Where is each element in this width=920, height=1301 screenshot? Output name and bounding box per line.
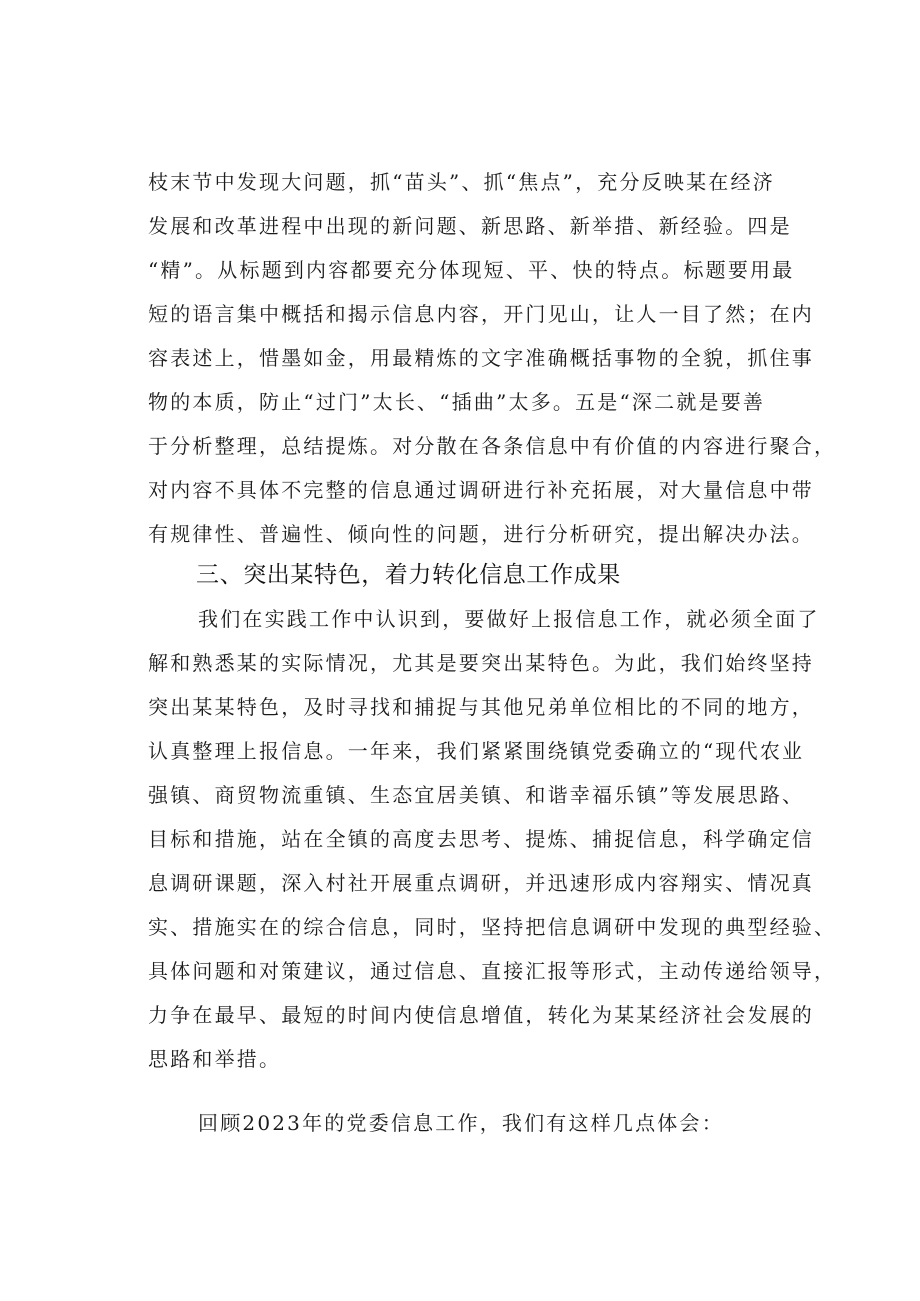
- text-line: 实、措施实在的综合信息，同时，坚持把信息调研中发现的典型经验、: [148, 915, 837, 939]
- text-line: 物的本质，防止“过门”太长、“插曲”太多。五是“深二就是要善: [148, 390, 766, 414]
- text-line: 具体问题和对策建议，通过信息、直接汇报等形式，主动传递给领导，: [148, 959, 837, 983]
- text-line: 枝末节中发现大问题，抓“苗头”、抓“焦点”，充分反映某在经济: [148, 170, 775, 194]
- text-line: 认真整理上报信息。一年来，我们紧紧围绕镇党委确立的“现代农业: [148, 739, 805, 763]
- text-line: 力争在最早、最短的时间内使信息增值，转化为某某经济社会发展的: [148, 1003, 814, 1027]
- text-line: 目标和措施，站在全镇的高度去思考、提炼、捕捉信息，科学确定信: [148, 827, 814, 851]
- text-line: 强镇、商贸物流重镇、生态宜居美镇、和谐幸福乐镇”等发展思路、: [148, 783, 805, 807]
- text-line: 于分析整理，总结提炼。对分散在各条信息中有价值的内容进行聚合，: [148, 434, 837, 458]
- text-line: 发展和改革进程中出现的新问题、新思路、新举措、新经验。四是: [148, 214, 792, 238]
- text-line: 短的语言集中概括和揭示信息内容，开门见山，让人一目了然；在内: [148, 302, 814, 326]
- text-line: 回顾2023年的党委信息工作，我们有这样几点体会：: [198, 1111, 724, 1135]
- text-line: 息调研课题，深入村社开展重点调研，并迅速形成内容翔实、情况真: [148, 871, 814, 895]
- text-line: 解和熟悉某的实际情况，尤其是要突出某特色。为此，我们始终坚持: [148, 651, 814, 675]
- text-line: 对内容不具体不完整的信息通过调研进行补充拓展，对大量信息中带: [148, 478, 814, 502]
- text-line: 思路和举措。: [148, 1047, 282, 1071]
- text-line: 突出某某特色，及时寻找和捕捉与其他兄弟单位相比的不同的地方，: [148, 695, 814, 719]
- section-heading: 三、突出某特色，着力转化信息工作成果: [196, 562, 621, 588]
- text-line: 我们在实践工作中认识到，要做好上报信息工作，就必须全面了: [198, 607, 820, 631]
- text-line: 有规律性、普遍性、倾向性的问题，进行分析研究，提出解决办法。: [148, 522, 814, 546]
- text-line: “精”。从标题到内容都要充分体现短、平、快的特点。标题要用最: [148, 258, 795, 282]
- text-line: 容表述上，惜墨如金，用最精炼的文字准确概括事物的全貌，抓住事: [148, 346, 814, 370]
